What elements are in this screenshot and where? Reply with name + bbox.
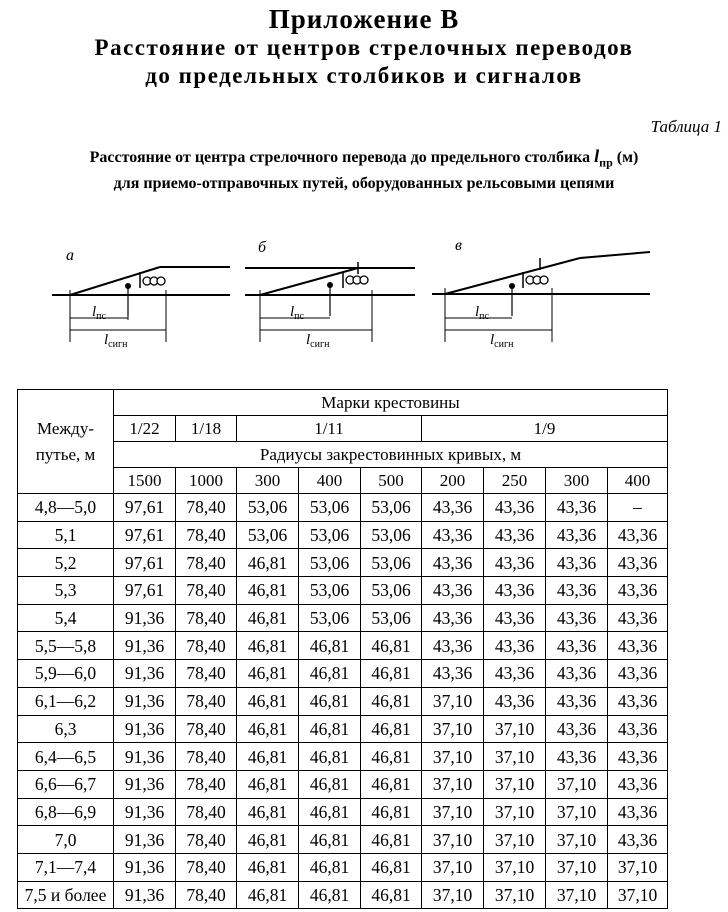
distance-cell: 43,36 [484, 604, 546, 632]
switch-diagrams [0, 230, 728, 355]
diagram-b-lsign-label: $l_{сигн}$ [306, 332, 330, 350]
diagram-b-lps-label: $l_{пс}$ [290, 304, 304, 322]
distance-cell: 46,81 [299, 715, 361, 743]
distance-cell: 43,36 [608, 632, 668, 660]
interspace-cell: 5,1 [18, 521, 114, 549]
distance-cell: 46,81 [361, 715, 422, 743]
distance-cell: 46,81 [237, 826, 299, 854]
caption-text: Расстояние от центра стрелочного перевода до предельного столбика [89, 149, 591, 166]
diagram-a [52, 247, 230, 350]
distance-cell: 97,61 [114, 549, 176, 577]
diagram-b-letter: б [258, 239, 267, 256]
distance-cell: 46,81 [237, 604, 299, 632]
caption-symbol-sub: пр [599, 155, 613, 170]
distance-cell: 53,06 [361, 521, 422, 549]
distance-cell: 37,10 [484, 853, 546, 881]
distance-cell: 91,36 [114, 660, 176, 688]
distance-cell: 78,40 [176, 660, 237, 688]
distance-cell: 37,10 [608, 881, 668, 909]
interspace-cell: 7,0 [18, 826, 114, 854]
distance-cell: 78,40 [176, 853, 237, 881]
distance-cell: 46,81 [237, 549, 299, 577]
radius-header-cell: 500 [361, 468, 422, 494]
table-row [18, 743, 668, 771]
distance-cell: 78,40 [176, 687, 237, 715]
diagram-v-parallel-track [580, 252, 650, 258]
distance-cell: 43,36 [484, 549, 546, 577]
interspace-cell: 7,1—7,4 [18, 853, 114, 881]
radius-header-cell: 200 [422, 468, 484, 494]
diagram-v-signal-lamp [540, 276, 548, 284]
table-number: Таблица 1 [650, 117, 722, 136]
marks-header: Марки крестовины [114, 390, 668, 416]
distance-cell: 43,36 [484, 494, 546, 522]
diagram-a-signal-lamp [157, 277, 165, 285]
radius-header-cell: 400 [299, 468, 361, 494]
distance-cell: 78,40 [176, 494, 237, 522]
distance-cell: 46,81 [299, 826, 361, 854]
radii-header: Радиусы закрестовинных кривых, м [114, 442, 668, 468]
distance-cell: 97,61 [114, 577, 176, 605]
distance-cell: 43,36 [608, 826, 668, 854]
distance-cell: 43,36 [546, 632, 608, 660]
distance-cell: 37,10 [546, 881, 608, 909]
radius-header-cell: 250 [484, 468, 546, 494]
distance-cell: 46,81 [299, 881, 361, 909]
distance-cell: 46,81 [361, 826, 422, 854]
distance-cell: 78,40 [176, 632, 237, 660]
distance-cell: 43,36 [546, 687, 608, 715]
table-caption-line1 [0, 146, 728, 171]
distance-cell: 53,06 [299, 604, 361, 632]
distance-cell: 37,10 [608, 853, 668, 881]
distance-cell: 37,10 [422, 770, 484, 798]
interspace-header-line1: Между- [37, 418, 94, 438]
distance-cell: 43,36 [484, 577, 546, 605]
distance-cell: 43,36 [608, 798, 668, 826]
distance-cell: 91,36 [114, 687, 176, 715]
diagram-b [245, 239, 415, 350]
distance-cell: 43,36 [608, 521, 668, 549]
interspace-cell: 6,3 [18, 715, 114, 743]
interspace-header [18, 390, 114, 494]
table-row [18, 660, 668, 688]
diagram-a-letter: а [66, 247, 74, 264]
distance-cell: 53,06 [361, 604, 422, 632]
distance-cell: 97,61 [114, 521, 176, 549]
distance-cell: 43,36 [422, 577, 484, 605]
distance-cell: 43,36 [546, 577, 608, 605]
diagram-a-lps-label: $l_{пс}$ [92, 304, 106, 322]
interspace-cell: 5,3 [18, 577, 114, 605]
diagram-b-post-head [327, 282, 333, 288]
distance-cell: – [608, 494, 668, 522]
appendix-title: Приложение В [268, 4, 460, 34]
table-row [18, 826, 668, 854]
distance-cell: 37,10 [546, 798, 608, 826]
distance-cell: 43,36 [608, 604, 668, 632]
table-row [18, 798, 668, 826]
interspace-cell: 6,8—6,9 [18, 798, 114, 826]
distance-cell: 53,06 [299, 577, 361, 605]
distance-cell: 37,10 [484, 715, 546, 743]
distance-cell: 43,36 [608, 770, 668, 798]
distance-cell: 53,06 [299, 494, 361, 522]
table-row [18, 770, 668, 798]
distance-cell: 46,81 [237, 770, 299, 798]
distance-cell: 46,81 [299, 632, 361, 660]
distance-cell: 37,10 [546, 770, 608, 798]
mark-1-22: 1/22 [114, 416, 176, 442]
distance-cell: 43,36 [608, 660, 668, 688]
distance-cell: 43,36 [546, 494, 608, 522]
distance-cell: 53,06 [361, 577, 422, 605]
distance-cell: 78,40 [176, 770, 237, 798]
distance-cell: 78,40 [176, 743, 237, 771]
caption-unit: (м) [616, 149, 639, 166]
distance-cell: 43,36 [422, 494, 484, 522]
distance-cell: 37,10 [422, 743, 484, 771]
mark-1-18: 1/18 [176, 416, 237, 442]
mark-1-9: 1/9 [422, 416, 668, 442]
distance-cell: 78,40 [176, 521, 237, 549]
distance-cell: 53,06 [237, 521, 299, 549]
distance-cell: 46,81 [361, 798, 422, 826]
table-row [18, 577, 668, 605]
diagram-v-post-head [509, 283, 515, 289]
table-row [18, 715, 668, 743]
caption-symbol [594, 146, 613, 170]
distance-cell: 46,81 [361, 853, 422, 881]
diagram-a-post-head [125, 283, 131, 289]
distance-cell: 46,81 [299, 743, 361, 771]
distance-cell: 43,36 [546, 660, 608, 688]
distance-cell: 46,81 [237, 743, 299, 771]
distance-cell: 43,36 [484, 687, 546, 715]
distance-cell: 46,81 [361, 632, 422, 660]
distance-cell: 43,36 [484, 660, 546, 688]
interspace-cell: 6,1—6,2 [18, 687, 114, 715]
distance-cell: 43,36 [422, 632, 484, 660]
distance-cell: 37,10 [422, 853, 484, 881]
distance-cell: 43,36 [484, 521, 546, 549]
distance-cell: 78,40 [176, 798, 237, 826]
distance-cell: 78,40 [176, 881, 237, 909]
distance-cell: 43,36 [608, 743, 668, 771]
distance-cell: 37,10 [422, 826, 484, 854]
interspace-cell: 6,4—6,5 [18, 743, 114, 771]
distance-table [17, 389, 668, 909]
table-caption-line2: для приемо-отправочных путей, оборудованных рельсовыми цепями [113, 175, 615, 192]
interspace-cell: 4,8—5,0 [18, 494, 114, 522]
distance-cell: 78,40 [176, 715, 237, 743]
table-row [18, 521, 668, 549]
radius-header-cell: 400 [608, 468, 668, 494]
distance-cell: 43,36 [608, 687, 668, 715]
distance-cell: 78,40 [176, 549, 237, 577]
distance-cell: 37,10 [484, 743, 546, 771]
interspace-header-line2: путье, м [35, 444, 96, 464]
distance-cell: 43,36 [608, 549, 668, 577]
distance-cell: 43,36 [546, 521, 608, 549]
distance-cell: 78,40 [176, 604, 237, 632]
distance-cell: 91,36 [114, 881, 176, 909]
distance-cell: 37,10 [546, 853, 608, 881]
distance-cell: 46,81 [237, 715, 299, 743]
radius-header-cell: 1000 [176, 468, 237, 494]
appendix-subtitle-line2: до предельных столбиков и сигналов [145, 63, 583, 88]
distance-cell: 43,36 [546, 715, 608, 743]
table-row [18, 881, 668, 909]
distance-cell: 53,06 [299, 521, 361, 549]
distance-cell: 91,36 [114, 715, 176, 743]
distance-cell: 46,81 [361, 687, 422, 715]
distance-cell: 37,10 [422, 798, 484, 826]
distance-cell: 46,81 [237, 577, 299, 605]
distance-cell: 46,81 [361, 660, 422, 688]
table-row [18, 632, 668, 660]
table-row [18, 853, 668, 881]
distance-cell: 43,36 [608, 715, 668, 743]
distance-cell: 46,81 [361, 881, 422, 909]
table-row [18, 687, 668, 715]
table-row [18, 549, 668, 577]
distance-cell: 91,36 [114, 826, 176, 854]
distance-cell: 37,10 [484, 881, 546, 909]
mark-1-11: 1/11 [237, 416, 422, 442]
diagram-v-lsign-label: $l_{сигн}$ [490, 332, 514, 350]
distance-cell: 78,40 [176, 826, 237, 854]
distance-cell: 91,36 [114, 770, 176, 798]
radius-header-cell: 300 [237, 468, 299, 494]
distance-cell: 37,10 [484, 798, 546, 826]
appendix-subtitle-line1: Расстояние от центров стрелочных переводов [94, 35, 634, 60]
distance-cell: 37,10 [484, 770, 546, 798]
distance-cell: 46,81 [299, 687, 361, 715]
interspace-cell: 7,5 и более [18, 881, 114, 909]
distance-cell: 91,36 [114, 604, 176, 632]
distance-cell: 53,06 [361, 494, 422, 522]
distance-cell: 53,06 [299, 549, 361, 577]
distance-cell: 46,81 [361, 743, 422, 771]
interspace-cell: 5,5—5,8 [18, 632, 114, 660]
distance-cell: 37,10 [422, 687, 484, 715]
distance-cell: 46,81 [237, 798, 299, 826]
distance-cell: 46,81 [237, 660, 299, 688]
diagram-v-lps-label: $l_{пс}$ [475, 304, 489, 322]
distance-cell: 43,36 [608, 577, 668, 605]
interspace-cell: 5,9—6,0 [18, 660, 114, 688]
distance-cell: 78,40 [176, 577, 237, 605]
distance-cell: 97,61 [114, 494, 176, 522]
distance-cell: 46,81 [299, 853, 361, 881]
distance-cell: 46,81 [361, 770, 422, 798]
distance-cell: 46,81 [237, 881, 299, 909]
distance-cell: 43,36 [546, 743, 608, 771]
distance-cell: 91,36 [114, 853, 176, 881]
distance-cell: 46,81 [299, 770, 361, 798]
distance-cell: 43,36 [422, 660, 484, 688]
distance-cell: 43,36 [484, 632, 546, 660]
diagram-b-signal-lamp [360, 276, 368, 284]
distance-cell: 37,10 [422, 881, 484, 909]
radius-header-cell: 300 [546, 468, 608, 494]
table-row [18, 604, 668, 632]
distance-cell: 37,10 [484, 826, 546, 854]
caption-symbol-letter: l [594, 146, 600, 166]
table-row [18, 494, 668, 522]
interspace-cell: 6,6—6,7 [18, 770, 114, 798]
radius-header-cell: 1500 [114, 468, 176, 494]
distance-cell: 53,06 [237, 494, 299, 522]
distance-cell: 46,81 [237, 687, 299, 715]
distance-cell: 43,36 [422, 549, 484, 577]
distance-cell: 46,81 [299, 660, 361, 688]
distance-cell: 53,06 [361, 549, 422, 577]
distance-cell: 37,10 [422, 715, 484, 743]
distance-cell: 91,36 [114, 632, 176, 660]
distance-cell: 46,81 [299, 798, 361, 826]
distance-cell: 37,10 [546, 826, 608, 854]
diagram-v [432, 237, 650, 350]
distance-cell: 43,36 [422, 521, 484, 549]
distance-cell: 43,36 [546, 604, 608, 632]
distance-cell: 46,81 [237, 632, 299, 660]
diagram-v-letter: в [455, 237, 462, 254]
distance-cell: 43,36 [546, 549, 608, 577]
distance-cell: 91,36 [114, 798, 176, 826]
distance-cell: 46,81 [237, 853, 299, 881]
diagram-a-lsign-label: $l_{сигн}$ [104, 332, 128, 350]
interspace-cell: 5,2 [18, 549, 114, 577]
distance-cell: 43,36 [422, 604, 484, 632]
distance-cell: 91,36 [114, 743, 176, 771]
interspace-cell: 5,4 [18, 604, 114, 632]
